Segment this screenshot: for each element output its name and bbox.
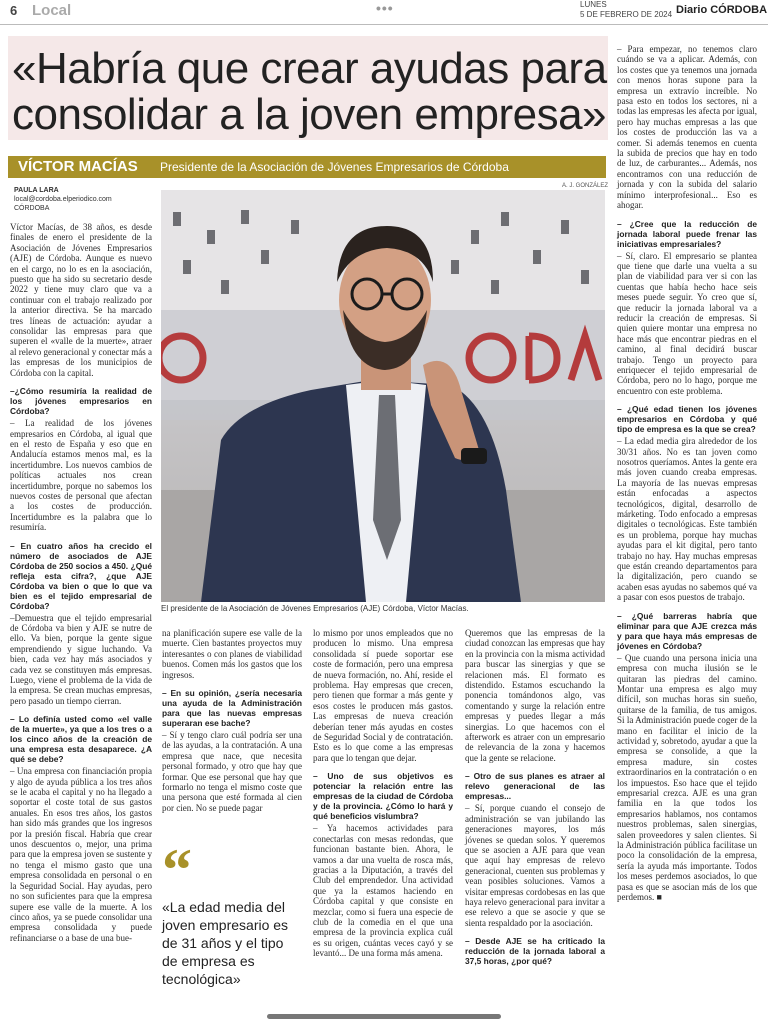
answer-5-continued: Queremos que las empresas de la ciudad conozcan las empresas que hay en la provincia con la misma actividad para buscar las sinergias y que se relacionen más. El formato es distendido. Estamos escuchando la ponencia tomándonos algo, vas comentando y surge la relación entre empresas y puedes llegar a más sinergias. Lo que hacemos con el afterwork es atraer con un empresario de relevancia de la zona y hacemos que la gente se relacione. [465,628,605,763]
question-5: – Uno de sus objetivos es potenciar la relación entre las empresas de la ciudad de Córdoba y de la provincia. ¿Cómo lo hará y qué beneficios vislumbra? [313,771,453,822]
pull-quote [162,837,300,988]
headline: «Habría que crear ayudas para consolidar a la joven empresa» [12,44,607,139]
answer-10: – Que cuando una persona inicia una empresa con mucha ilusión se le quitaran las piedras del camino. Montar una empresa es algo muy difícil, son muchas horas sin sueño, quitarse de la familia, de tus amigos. Si la Administración puede coger de la mano en facilitar el inicio de la actividad y, sobretodo, ayudar a que la empresa se consolide, a que la empresa madure, sin costes extraordinarios en la contratación o en los impuestos. Eso hace que el tejido empresarial crezca. AJE es una gran familia en la que todos los empresarios hablamos, nos contamos nuestros problemas, salen sinergias, salen proveedores y salen clientes. Si la Administración pública facilitase un poco la consolidación de la empresa, sería la ayuda más importante. Todos los meses perdemos asociados, lo que pasa es que se asocian más de los que perdemos. ■ [617,652,757,903]
question-8: – ¿Cree que la reducción de jornada laboral puede frenar las iniciativas empresariales? [617,218,757,249]
author-name: PAULA LARA [14,187,59,194]
page-number: 6 [10,3,18,18]
quote-mark-icon: “ [162,837,192,903]
answer-2: –Demuestra que el tejido empresarial de Córdoba va bien y AJE se nutre de ello. Va bien, porque la gente sigue emprendiendo y sigue luchando. Va bien, cada vez hay más asociados y cada vez se constituyen más empresas. Luego, viene el problema de la vida de la empresa. Se crean muchas empresas, pero pasado un tiempo cierran. [10,612,152,706]
article-column-2 [162,628,302,816]
question-10: – ¿Qué barreras habría que eliminar para que AJE crezca más y para que haya más empresas de jóvenes en Córdoba? [617,610,757,651]
article-column-5 [617,44,757,905]
issue-date-text: 5 DE FEBRERO DE 2024 [580,10,673,19]
issue-day: LUNES [580,0,607,9]
interviewee-name: VÍCTOR MACÍAS [18,158,138,175]
question-2: – En cuatro años ha crecido el número de asociados de AJE Córdoba de 250 socios a 450. ¿Qué refleja esta cifra?, ¿que AJE Córdoba va bien o que lo que va bien es el tejido empresarial de Córdoba? [10,540,152,611]
question-4: – En su opinión, ¿sería necesaria una ayuda de la Administración para que las nuevas empresas superaran ese bache? [162,688,302,729]
interviewee-bar [8,156,606,178]
photo-caption: El presidente de la Asociación de Jóvenes Empresarios (AJE) Córdoba, Víctor Macías. [161,604,469,613]
question-1: –¿Cómo resumiría la realidad de los jóvenes empresarios en Córdoba? [10,386,152,417]
article-column-3 [313,628,453,962]
newspaper-logo: Diario CÓRDOBA [676,4,768,16]
question-3: – Lo definía usted como «el valle de la muerte», ya que a los tres o a los cinco años de la creación de una empresa esta desaparece. ¿A qué se debe? [10,714,152,765]
pull-quote-text: «La edad media del joven empresario es de 31 años y el tipo de empresa es tecnológica» [162,899,289,987]
answer-7: – Para empezar, no tenemos claro cuándo se va a aplicar. Además, con los costes que ya tenemos una jornada con menos horas supone para la empresa un extravío increíble. No pasa esto en todos los sectores, ni a todas las empresas les afecta por igual, pero hay muchas empresas a las que los costes de producción las va a comer. Si además tenemos en cuenta la subida de precios que hay en todo de luz, de carburantes... Además, nos encontramos con una reducción de jornada y con la subida del salario mínimo interprofesional... Eso es ahogar. [617,44,757,211]
home-indicator[interactable] [267,1014,501,1019]
interviewee-role: Presidente de la Asociación de Jóvenes Empresarios de Córdoba [160,160,509,174]
issue-date [580,0,672,20]
page-header [0,0,768,25]
section-title: Local [32,2,72,19]
answer-9: – La edad media gira alrededor de los 30/31 años. No es tan joven como nosotros queríamos. Antes la gente era más joven cuando creaba empresas. La mayoría de las nuevas empresas están enfocadas a aspectos tecnológicos, digital, desarrollo de márketing. Todo enfocado a empresas digitales o tecnológicas. Este también es un problema, porque hay muchas ayudas para el kit digital, pero tanto trabajo no hay. Hay muchas empresas que están creando departamentos para la digitalización, pero cuando se acaben esas ayudas no sabemos qué va a pasar con esos puestos de trabajo. [617,436,757,603]
answer-6: – Sí, porque cuando el consejo de administración se van jubilando las generaciones mayores, los más jóvenes se quedan solos. Y queremos que se asocien a AJE para que vean que aquí hay empresas de relevo generacional, cuenten sus problemas y vean posibles soluciones. Vamos a visitar empresas cordobesas en las que haya relevo generacional para invitar a ese relevo a que se asocie y que se sienta respaldado por la asociación. [465,803,605,928]
portrait-illustration [161,190,605,602]
answer-8: – Sí, claro. El empresario se plantea que tiene que darle una vuelta a su plan de viabilidad para ver si con las cuentas que había hecho hace seis meses puede seguir. Yo creo que sí, que reducir la jornada laboral va a reducir la creación de empresas. Si quien quiere montar una empresa no hace más que encontrar piedras en el camino, al final decidirá buscar trabajo. Tengo un proyecto para enriquecer el tejido empresarial de Córdoba, pero no lo hago, porque me encuentro con este problema. [617,250,757,396]
answer-4: – Sí y tengo claro cuál podría ser una de las ayudas, a la contratación. A una empresa que nace, que necesita personal formado, y otro que hay que formar. Que ese personal que hay que formarlo no tenga el mismo coste que una persona que esté formada al cien por cien. No se puede pagar [162,730,302,813]
answer-3-continued: na planificación supere ese valle de la muerte. Cien bastantes proyectos muy interesantes o con planes de viabilidad buenos. Comen más los gastos que los ingresos. [162,628,302,680]
byline [14,186,154,213]
intro-paragraph: Víctor Macías, de 38 años, es desde finales de enero el presidente de la Asociación de Jóvenes Empresarios (AJE) de Córdoba. Aunque es nuevo en el cargo, no lo es en la asociación, puesto que ha sido su secretario desde 2022 y tiene muy claro que va a continuar con el trabajo realizado por la anterior directiva. Se ha marcado tres líneas de actuación: ayudar a consolidar las empresas para que superen el «valle de la muerte», atraer al relevo generacional y conectar más a las empresas de los municipios de Córdoba con la capital. [10,222,152,378]
question-7: – Desde AJE se ha criticado la reducción de la jornada laboral a 37,5 horas, ¿por qué? [465,936,605,967]
dateline-location: CÓRDOBA [14,205,50,212]
author-email: local@cordoba.elperiodico.com [14,196,112,203]
answer-1: – La realidad de los jóvenes empresarios en Córdoba, al igual que en el resto de España y eso que en Andalucía estamos menos mal, es la incertidumbre. Los nuevos cambios de políticas actuales nos crean incertidumbre, porque no sabemos los nuevos costes de personal que afectan a los costes de producción. Incertidumbre es la palabra que lo resumiría. [10,418,152,533]
answer-5: – Ya hacemos actividades para conectarlas con mesas redondas, que funcionan bastante bien. Ahora, le vamos a dar una vuelta de rosca más, gracias a la Diputación, a través del Club del emprendedor. Una actividad que ya la estamos haciendo en Córdoba capital y que consiste en mezclar, como si fuera una especie de club de la comedia en el que una empresa de la provincia explica cuál es su origen, cuántas veces cayó y se levantó... De una forma más amena. [313,823,453,959]
question-6: – Otro de sus planes es atraer al relevo generacional de las empresas... [465,771,605,802]
question-9: – ¿Qué edad tienen los jóvenes empresarios en Córdoba y qué tipo de empresa es la que se crea? [617,404,757,435]
portrait-photo [161,190,605,602]
article-column-1 [10,222,152,946]
answer-4-continued: lo mismo por unos empleados que no producen lo mismo. Una empresa consolidada sí puede soportar ese coste de formación, pero una empresa de nueva formación, no. Ahí, reside el problema. Hay empresas que crecen, pero tienen que formar a más gente y esos costes le producen más gastos. Las empresas de nueva creación deberían tener más ayudas en costes de Seguridad Social y de contratación. Esto es lo que come a las empresas para que lo tengan que dejar. [313,628,453,763]
photo-credit: A. J. GONZÁLEZ [562,183,609,189]
more-options-icon[interactable]: ••• [376,0,394,16]
article-column-4 [465,628,605,968]
answer-3: – Una empresa con financiación propia y algo de ayuda pública a los tres años se le acaba el capital y no ha llegado a soportar el coste total de sus gastos anuales. En esos tres años, los gastos han sido más grandes que los ingresos por la presión fiscal. Habría que crear unos descuentos o, mejor, una prima para que la empresa joven se sustente y no tenga el mismo gasto que una empresa consolidada en personal o en la Seguridad Social. Hay ayudas, pero no son suficientes para que la empresa supere ese valle de la muerte. A los cinco años, ya se puede consolidar una empresa consolidada y puede refinanciarse o a base de una bue- [10,766,152,943]
